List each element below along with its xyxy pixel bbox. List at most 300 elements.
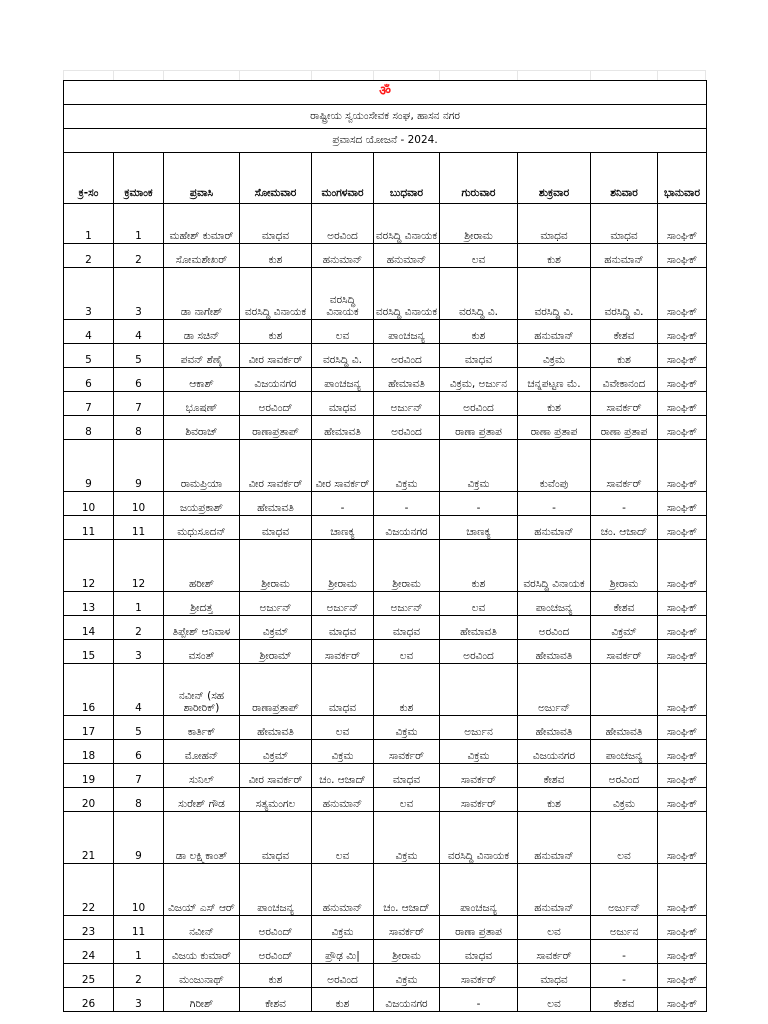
table-row — [64, 320, 707, 344]
number-cell: 2 — [114, 244, 164, 268]
friday-cell: ಅರ್ಜುನ್ — [518, 664, 591, 716]
sunday-cell: ಸಾಂಘಿಕ್ — [658, 812, 707, 864]
serial-cell: 16 — [64, 664, 114, 716]
saturday-cell: ಶ್ರೀರಾಮ — [591, 540, 658, 592]
serial-cell: 24 — [64, 940, 114, 964]
saturday-cell: ಸಾವರ್ಕರ್ — [591, 440, 658, 492]
traveller-cell: ಗಿರೀಶ್ — [164, 988, 240, 1012]
tour-plan-table — [63, 80, 707, 1012]
sunday-cell: ಸಾಂಘಿಕ್ — [658, 616, 707, 640]
table-row — [64, 392, 707, 416]
traveller-cell: ಹರೀಶ್ — [164, 540, 240, 592]
number-cell: 6 — [114, 368, 164, 392]
thursday-cell: ಮಾಧವ — [440, 344, 518, 368]
number-cell: 3 — [114, 640, 164, 664]
saturday-cell: ಅರ್ಜುನ್ — [591, 864, 658, 916]
table-row — [64, 244, 707, 268]
table-row — [64, 616, 707, 640]
saturday-cell: ಕೇಶವ — [591, 592, 658, 616]
traveller-cell: ಡಾ ಸಚಿನ್ — [164, 320, 240, 344]
wednesday-cell: ಶ್ರೀರಾಮ — [374, 940, 440, 964]
thursday-cell: ವಿಕ್ರಮ — [440, 440, 518, 492]
table-row — [64, 440, 707, 492]
thursday-cell: - — [440, 988, 518, 1012]
serial-cell: 12 — [64, 540, 114, 592]
serial-cell: 19 — [64, 764, 114, 788]
thursday-cell: ಕುಶ — [440, 540, 518, 592]
friday-cell: ಕುಶ — [518, 392, 591, 416]
table-row — [64, 344, 707, 368]
om-symbol: ॐ — [379, 84, 391, 99]
traveller-cell: ಸುರೇಶ್ ಗೌಡ — [164, 788, 240, 812]
friday-cell: ರಾಣಾ ಪ್ರತಾಪ — [518, 416, 591, 440]
wednesday-cell: ವಿಜಯನಗರ — [374, 988, 440, 1012]
serial-cell: 13 — [64, 592, 114, 616]
number-cell: 1 — [114, 940, 164, 964]
traveller-cell: ನವೀನ್ (ಸಹ ಶಾರೀರಿಕ್) — [164, 664, 240, 716]
wednesday-cell: ಅರ್ಜುನ್ — [374, 392, 440, 416]
traveller-cell: ಸೋಮಶೇಖರ್ — [164, 244, 240, 268]
monday-cell: ಅರವಿಂದ್ — [240, 392, 312, 416]
table-row — [64, 368, 707, 392]
monday-cell: ಕುಶ — [240, 964, 312, 988]
tuesday-cell: ಹನುಮಾನ್ — [312, 244, 374, 268]
number-cell: 7 — [114, 392, 164, 416]
monday-cell: ಕೇಶವ — [240, 988, 312, 1012]
friday-cell: ವರಸಿದ್ಧಿ ವಿ. — [518, 268, 591, 320]
saturday-cell: ಹನುಮಾನ್ — [591, 244, 658, 268]
number-cell: 2 — [114, 964, 164, 988]
monday-cell: ಅರವಿಂದ್ — [240, 916, 312, 940]
sunday-cell: ಸಾಂಘಿಕ್ — [658, 640, 707, 664]
sunday-cell: ಸಾಂಘಿಕ್ — [658, 368, 707, 392]
table-row — [64, 916, 707, 940]
serial-cell: 4 — [64, 320, 114, 344]
wednesday-cell: ಪಾಂಚಜನ್ಯ — [374, 320, 440, 344]
monday-cell: ವಿಕ್ರಮ್ — [240, 740, 312, 764]
wednesday-cell: ಲವ — [374, 788, 440, 812]
number-cell: 1 — [114, 204, 164, 244]
tuesday-cell: ಪಾಂಚಜನ್ಯ — [312, 368, 374, 392]
thursday-cell: ರಾಣಾ ಪ್ರತಾಪ — [440, 916, 518, 940]
number-cell: 3 — [114, 988, 164, 1012]
friday-cell: ಕುಶ — [518, 244, 591, 268]
monday-cell: ಅರವಿಂದ್ — [240, 940, 312, 964]
saturday-cell: ವಿಕ್ರಮ — [591, 788, 658, 812]
friday-cell: ಕುವೆಂಪು — [518, 440, 591, 492]
wednesday-cell: ವಿಜಯನಗರ — [374, 516, 440, 540]
plan-title: ಪ್ರವಾಸದ ಯೋಜನೆ - 2024. — [64, 129, 707, 153]
friday-cell: ಕೇಶವ — [518, 764, 591, 788]
monday-cell: ಹೇಮಾವತಿ — [240, 492, 312, 516]
saturday-cell: ವಿಕ್ರಮ್ — [591, 616, 658, 640]
wednesday-cell: - — [374, 492, 440, 516]
wednesday-cell: ವಿಕ್ರಮ — [374, 812, 440, 864]
tuesday-cell: ಚಂ. ಆಜಾದ್ — [312, 764, 374, 788]
col-header-wednesday: ಬುಧವಾರ — [374, 153, 440, 204]
tuesday-cell: ವಿಕ್ರಮ — [312, 916, 374, 940]
thursday-cell: ಅರ್ಜುನ — [440, 716, 518, 740]
sunday-cell: ಸಾಂಘಿಕ್ — [658, 940, 707, 964]
friday-cell: ವಿಜಯನಗರ — [518, 740, 591, 764]
number-cell: 12 — [114, 540, 164, 592]
wednesday-cell: ಹೇಮಾವತಿ — [374, 368, 440, 392]
monday-cell: ಅರ್ಜುನ್ — [240, 592, 312, 616]
tuesday-cell: ಹನುಮಾನ್ — [312, 864, 374, 916]
friday-cell: ಹೇಮಾವತಿ — [518, 640, 591, 664]
col-header-sunday: ಭಾನುವಾರ — [658, 153, 707, 204]
sunday-cell: ಸಾಂಘಿಕ್ — [658, 716, 707, 740]
saturday-cell: ಸಾವರ್ಕರ್ — [591, 640, 658, 664]
tuesday-cell: ಲವ — [312, 812, 374, 864]
monday-cell: ಹೇಮಾವತಿ — [240, 716, 312, 740]
traveller-cell: ಕಾರ್ತಿಕ್ — [164, 716, 240, 740]
traveller-cell: ಡಾ ನಾಗೇಶ್ — [164, 268, 240, 320]
number-cell: 5 — [114, 344, 164, 368]
traveller-cell: ಮಂಜುನಾಥ್ — [164, 964, 240, 988]
number-cell: 7 — [114, 764, 164, 788]
wednesday-cell: ವಿಕ್ರಮ — [374, 716, 440, 740]
table-row — [64, 964, 707, 988]
sunday-cell: ಸಾಂಘಿಕ್ — [658, 204, 707, 244]
table-row — [64, 716, 707, 740]
wednesday-cell: ಅರವಿಂದ — [374, 416, 440, 440]
monday-cell: ಕುಶ — [240, 244, 312, 268]
saturday-cell — [591, 664, 658, 716]
serial-cell: 1 — [64, 204, 114, 244]
thursday-cell: - — [440, 492, 518, 516]
number-cell: 11 — [114, 516, 164, 540]
tuesday-cell: ಲವ — [312, 716, 374, 740]
number-cell: 10 — [114, 492, 164, 516]
traveller-cell: ಭೂಷಣ್ — [164, 392, 240, 416]
thursday-cell: ವಿಕ್ರಮ, ಅರ್ಜುನ — [440, 368, 518, 392]
saturday-cell: ಲವ — [591, 812, 658, 864]
monday-cell: ಶ್ರೀರಾಮ — [240, 540, 312, 592]
table-row — [64, 864, 707, 916]
traveller-cell: ಶಿವರಾಜ್ — [164, 416, 240, 440]
friday-cell: ವರಸಿದ್ಧಿ ವಿನಾಯಕ — [518, 540, 591, 592]
number-cell: 9 — [114, 440, 164, 492]
saturday-cell: ಅರ್ಜುನ — [591, 916, 658, 940]
serial-cell: 8 — [64, 416, 114, 440]
thursday-cell: ವರಸಿದ್ಧಿ ವಿನಾಯಕ — [440, 812, 518, 864]
sunday-cell: ಸಾಂಘಿಕ್ — [658, 788, 707, 812]
friday-cell: ಮಾಧವ — [518, 964, 591, 988]
monday-cell: ವರಸಿದ್ಧಿ ವಿನಾಯಕ — [240, 268, 312, 320]
saturday-cell: ಕೇಶವ — [591, 320, 658, 344]
serial-cell: 10 — [64, 492, 114, 516]
table-row — [64, 268, 707, 320]
tuesday-cell: ಚಾಣಕ್ಯ — [312, 516, 374, 540]
column-header-row — [64, 153, 707, 204]
table-row — [64, 592, 707, 616]
sunday-cell: ಸಾಂಘಿಕ್ — [658, 664, 707, 716]
tuesday-cell: ಕುಶ — [312, 988, 374, 1012]
friday-cell: ಮಾಧವ — [518, 204, 591, 244]
col-header-saturday: ಶನಿವಾರ — [591, 153, 658, 204]
thursday-cell: ಕುಶ — [440, 320, 518, 344]
thursday-cell: ಅರವಿಂದ — [440, 640, 518, 664]
monday-cell: ಶ್ರೀರಾಮ್ — [240, 640, 312, 664]
number-cell: 6 — [114, 740, 164, 764]
table-row — [64, 664, 707, 716]
traveller-cell: ಜಯಪ್ರಕಾಶ್ — [164, 492, 240, 516]
traveller-cell: ನವೀನ್ — [164, 916, 240, 940]
thursday-cell: ಲವ — [440, 592, 518, 616]
sunday-cell: ಸಾಂಘಿಕ್ — [658, 268, 707, 320]
thursday-cell: ಪಾಂಚಜನ್ಯ — [440, 864, 518, 916]
saturday-cell: - — [591, 940, 658, 964]
organization-name: ರಾಷ್ಟ್ರೀಯ ಸ್ವಯಂಸೇವಕ ಸಂಘ, ಹಾಸನ ನಗರ — [64, 105, 707, 129]
tuesday-cell: ವರಸಿದ್ಧಿ ವಿನಾಯಕ — [312, 268, 374, 320]
number-cell: 4 — [114, 320, 164, 344]
serial-cell: 15 — [64, 640, 114, 664]
thursday-cell: ವರಸಿದ್ಧಿ ವಿ. — [440, 268, 518, 320]
sunday-cell: ಸಾಂಘಿಕ್ — [658, 592, 707, 616]
friday-cell: ಲವ — [518, 988, 591, 1012]
friday-cell: ಕುಶ — [518, 788, 591, 812]
col-header-thursday: ಗುರುವಾರ — [440, 153, 518, 204]
serial-cell: 2 — [64, 244, 114, 268]
sunday-cell: ಸಾಂಘಿಕ್ — [658, 740, 707, 764]
monday-cell: ವಿಕ್ರಮ್ — [240, 616, 312, 640]
friday-cell: - — [518, 492, 591, 516]
friday-cell: ಲವ — [518, 916, 591, 940]
number-cell: 5 — [114, 716, 164, 740]
serial-cell: 23 — [64, 916, 114, 940]
col-header-serial: ಕ್ರ-ಸಂ — [64, 153, 114, 204]
saturday-cell: ರಾಣಾ ಪ್ರತಾಪ — [591, 416, 658, 440]
monday-cell: ವೀರ ಸಾವರ್ಕರ್ — [240, 764, 312, 788]
thursday-cell — [440, 664, 518, 716]
sunday-cell: ಸಾಂಘಿಕ್ — [658, 864, 707, 916]
sunday-cell: ಸಾಂಘಿಕ್ — [658, 244, 707, 268]
serial-cell: 6 — [64, 368, 114, 392]
thursday-cell: ಶ್ರೀರಾಮ — [440, 204, 518, 244]
saturday-cell: ಅರವಿಂದ — [591, 764, 658, 788]
serial-cell: 5 — [64, 344, 114, 368]
number-cell: 3 — [114, 268, 164, 320]
table-row — [64, 940, 707, 964]
table-row — [64, 740, 707, 764]
traveller-cell: ಪವನ್ ಶೆಣೈ — [164, 344, 240, 368]
table-row — [64, 988, 707, 1012]
traveller-cell: ವಿಜಯ್ ಎಸ್ ಆರ್ — [164, 864, 240, 916]
friday-cell: ಚನ್ನಪಟ್ಟಣ ಮೆ. — [518, 368, 591, 392]
thursday-cell: ಲವ — [440, 244, 518, 268]
monday-cell: ರಾಣಾಪ್ರತಾಪ್ — [240, 416, 312, 440]
saturday-cell: - — [591, 964, 658, 988]
number-cell: 8 — [114, 416, 164, 440]
tuesday-cell: ಸಾವರ್ಕರ್ — [312, 640, 374, 664]
sunday-cell: ಸಾಂಘಿಕ್ — [658, 916, 707, 940]
traveller-cell: ಸುನಿಲ್ — [164, 764, 240, 788]
monday-cell: ವೀರ ಸಾವರ್ಕರ್ — [240, 344, 312, 368]
wednesday-cell: ವಿಕ್ರಮ — [374, 964, 440, 988]
number-cell: 2 — [114, 616, 164, 640]
traveller-cell: ಮೋಹನ್ — [164, 740, 240, 764]
col-header-number: ಕ್ರಮಾಂಕ — [114, 153, 164, 204]
tuesday-cell: ಮಾಧವ — [312, 664, 374, 716]
tuesday-cell: ಮಾಧವ — [312, 616, 374, 640]
number-cell: 10 — [114, 864, 164, 916]
thursday-cell: ವಿಕ್ರಮ — [440, 740, 518, 764]
sunday-cell: ಸಾಂಘಿಕ್ — [658, 964, 707, 988]
tuesday-cell: ವರಸಿದ್ಧಿ ವಿ. — [312, 344, 374, 368]
table-row — [64, 492, 707, 516]
sunday-cell: ಸಾಂಘಿಕ್ — [658, 492, 707, 516]
saturday-cell: ವಿವೇಕಾನಂದ — [591, 368, 658, 392]
wednesday-cell: ಶ್ರೀರಾಮ — [374, 540, 440, 592]
serial-cell: 25 — [64, 964, 114, 988]
thursday-cell: ಸಾವರ್ಕರ್ — [440, 764, 518, 788]
traveller-cell: ಆಕಾಶ್ — [164, 368, 240, 392]
table-row — [64, 640, 707, 664]
number-cell: 4 — [114, 664, 164, 716]
traveller-cell: ಡಾ ಲಕ್ಷ್ಮಿಕಾಂತ್ — [164, 812, 240, 864]
sunday-cell: ಸಾಂಘಿಕ್ — [658, 416, 707, 440]
monday-cell: ಕುಶ — [240, 320, 312, 344]
tuesday-cell: ಹೇಮಾವತಿ — [312, 416, 374, 440]
thursday-cell: ಸಾವರ್ಕರ್ — [440, 788, 518, 812]
tuesday-cell: ಹನುಮಾನ್ — [312, 788, 374, 812]
traveller-cell: ವಸಂತ್ — [164, 640, 240, 664]
wednesday-cell: ಮಾಧವ — [374, 616, 440, 640]
traveller-cell: ರಾಮಪ್ರಿಯಾ — [164, 440, 240, 492]
number-cell: 8 — [114, 788, 164, 812]
schedule-sheet — [63, 70, 706, 1012]
saturday-cell: ಕೇಶವ — [591, 988, 658, 1012]
serial-cell: 22 — [64, 864, 114, 916]
friday-cell: ಅರವಿಂದ — [518, 616, 591, 640]
thursday-cell: ಸಾವರ್ಕರ್ — [440, 964, 518, 988]
tuesday-cell: ಶ್ರೀರಾಮ — [312, 540, 374, 592]
monday-cell: ವೀರ ಸಾವರ್ಕರ್ — [240, 440, 312, 492]
wednesday-cell: ಅರ್ಜುನ್ — [374, 592, 440, 616]
friday-cell: ಹನುಮಾನ್ — [518, 516, 591, 540]
traveller-cell: ತಿಪ್ಪೇಶ್ ಆನಿವಾಳ — [164, 616, 240, 640]
thursday-cell: ಮಾಧವ — [440, 940, 518, 964]
friday-cell: ವಿಕ್ರಮ — [518, 344, 591, 368]
col-header-tuesday: ಮಂಗಳವಾರ — [312, 153, 374, 204]
wednesday-cell: ಕುಶ — [374, 664, 440, 716]
tuesday-cell: ಲವ — [312, 320, 374, 344]
sunday-cell: ಸಾಂಘಿಕ್ — [658, 764, 707, 788]
tuesday-cell: ಪ್ರೌಢ ಮಿ| — [312, 940, 374, 964]
serial-cell: 3 — [64, 268, 114, 320]
monday-cell: ಮಾಧವ — [240, 516, 312, 540]
friday-cell: ಹನುಮಾನ್ — [518, 812, 591, 864]
serial-cell: 7 — [64, 392, 114, 416]
col-header-traveller: ಪ್ರವಾಸಿ — [164, 153, 240, 204]
monday-cell: ಮಾಧವ — [240, 812, 312, 864]
tuesday-cell: ಅರ್ಜುನ್ — [312, 592, 374, 616]
serial-cell: 26 — [64, 988, 114, 1012]
thursday-cell: ಅರವಿಂದ — [440, 392, 518, 416]
table-row — [64, 516, 707, 540]
wednesday-cell: ಸಾವರ್ಕರ್ — [374, 740, 440, 764]
number-cell: 11 — [114, 916, 164, 940]
friday-cell: ಸಾವರ್ಕರ್ — [518, 940, 591, 964]
table-row — [64, 540, 707, 592]
tuesday-cell: ವಿಕ್ರಮ — [312, 740, 374, 764]
number-cell: 1 — [114, 592, 164, 616]
om-symbol-row — [64, 81, 707, 105]
thursday-cell: ರಾಣಾ ಪ್ರತಾಪ — [440, 416, 518, 440]
friday-cell: ಪಾಂಚಜನ್ಯ — [518, 592, 591, 616]
tuesday-cell: ವೀರ ಸಾವರ್ಕರ್ — [312, 440, 374, 492]
saturday-cell: ವರಸಿದ್ಧಿ ವಿ. — [591, 268, 658, 320]
sunday-cell: ಸಾಂಘಿಕ್ — [658, 320, 707, 344]
sunday-cell: ಸಾಂಘಿಕ್ — [658, 540, 707, 592]
wednesday-cell: ಸಾವರ್ಕರ್ — [374, 916, 440, 940]
saturday-cell: ಹೇಮಾವತಿ — [591, 716, 658, 740]
friday-cell: ಹನುಮಾನ್ — [518, 864, 591, 916]
saturday-cell: ಮಾಧವ — [591, 204, 658, 244]
sunday-cell: ಸಾಂಘಿಕ್ — [658, 516, 707, 540]
sunday-cell: ಸಾಂಘಿಕ್ — [658, 392, 707, 416]
serial-cell: 14 — [64, 616, 114, 640]
wednesday-cell: ವಿಕ್ರಮ — [374, 440, 440, 492]
monday-cell: ವಿಜಯನಗರ — [240, 368, 312, 392]
wednesday-cell: ವರಸಿದ್ಧಿ ವಿನಾಯಕ — [374, 204, 440, 244]
friday-cell: ಹನುಮಾನ್ — [518, 320, 591, 344]
traveller-cell: ಮಧುಸೂದನ್ — [164, 516, 240, 540]
traveller-cell: ಶ್ರೀದತ್ತ — [164, 592, 240, 616]
monday-cell: ಸತ್ಯಮಂಗಲ — [240, 788, 312, 812]
tuesday-cell: - — [312, 492, 374, 516]
friday-cell: ಹೇಮಾವತಿ — [518, 716, 591, 740]
wednesday-cell: ಮಾಧವ — [374, 764, 440, 788]
monday-cell: ಪಾಂಚಜನ್ಯ — [240, 864, 312, 916]
table-row — [64, 812, 707, 864]
serial-cell: 21 — [64, 812, 114, 864]
monday-cell: ರಾಣಾಪ್ರತಾಪ್ — [240, 664, 312, 716]
serial-cell: 17 — [64, 716, 114, 740]
monday-cell: ಮಾಧವ — [240, 204, 312, 244]
wednesday-cell: ಲವ — [374, 640, 440, 664]
serial-cell: 9 — [64, 440, 114, 492]
saturday-cell: ಚಂ. ಆಜಾದ್ — [591, 516, 658, 540]
col-header-friday: ಶುಕ್ರವಾರ — [518, 153, 591, 204]
table-row — [64, 416, 707, 440]
table-row — [64, 764, 707, 788]
tuesday-cell: ಮಾಧವ — [312, 392, 374, 416]
saturday-cell: ಕುಶ — [591, 344, 658, 368]
table-row — [64, 788, 707, 812]
serial-cell: 11 — [64, 516, 114, 540]
sunday-cell: ಸಾಂಘಿಕ್ — [658, 344, 707, 368]
sunday-cell: ಸಾಂಘಿಕ್ — [658, 440, 707, 492]
saturday-cell: - — [591, 492, 658, 516]
tuesday-cell: ಅರವಿಂದ — [312, 964, 374, 988]
thursday-cell: ಹೇಮಾವತಿ — [440, 616, 518, 640]
sunday-cell: ಸಾಂಘಿಕ್ — [658, 988, 707, 1012]
wednesday-cell: ಚಂ. ಆಜಾದ್ — [374, 864, 440, 916]
wednesday-cell: ಅರವಿಂದ — [374, 344, 440, 368]
traveller-cell: ವಿಜಯ ಕುಮಾರ್ — [164, 940, 240, 964]
tuesday-cell: ಅರವಿಂದ — [312, 204, 374, 244]
thursday-cell: ಚಾಣಕ್ಯ — [440, 516, 518, 540]
wednesday-cell: ವರಸಿದ್ಧಿ ವಿನಾಯಕ — [374, 268, 440, 320]
number-cell: 9 — [114, 812, 164, 864]
wednesday-cell: ಹನುಮಾನ್ — [374, 244, 440, 268]
saturday-cell: ಸಾವರ್ಕರ್ — [591, 392, 658, 416]
table-row — [64, 204, 707, 244]
empty-spreadsheet-row — [63, 70, 706, 80]
saturday-cell: ಪಾಂಚಜನ್ಯ — [591, 740, 658, 764]
